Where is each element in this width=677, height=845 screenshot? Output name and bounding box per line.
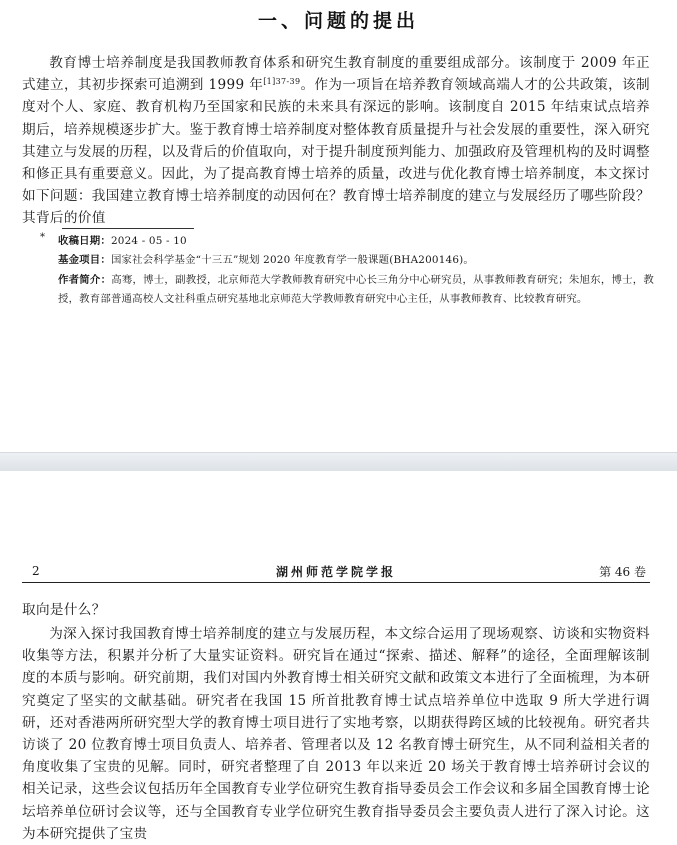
page-two <box>0 471 677 842</box>
intro-paragraph <box>22 52 650 230</box>
fund-label: 基金项目： <box>58 254 111 266</box>
intro-text-a: 教育博士培养制度是我国教师教育体系和研究生教育制度的重要组成部分。该制度于 2009 年正式建立，其初步探索可追溯到 1999 年 <box>22 55 650 94</box>
citation-ref[interactable]: [1]37-39 <box>263 77 301 87</box>
footnote-marker: * <box>40 232 45 243</box>
footnote-divider <box>62 228 194 229</box>
intro-text-b: 。作为一项旨在培养教育领域高端人才的公共政策，该制度对个人、家庭、教育机构乃至国家和民族的未来具有深远的影响。该制度自 2015 年结束试点培养期后，培养规模逐步扩大。鉴于教育博士培养制度对整体教育质量提升与社会发展的重要性，深入研究其建立与发展的历程，以及背后的价值取向，对于提升制度预判能力、加强政府及管理机构的及时调整和修正具有重要意义。因此，为了提高教育博士培养的质量，改进与优化教育博士培养制度，本文探讨如下问题：我国建立教育博士培养制度的动因何在？教育博士培养制度的建立与发展经历了哪些阶段？其背后的价值 <box>22 77 650 227</box>
methods-paragraph: 为深入探讨我国教育博士培养制度的建立与发展历程，本文综合运用了现场观察、访谈和实物资料收集等方法，积累并分析了大量实证资料。研究旨在通过“探索、描述、解释”的途径，全面理解该制度的本质与影响。研究前期，我们对国内外教育博士相关研究文献和政策文本进行了全面梳理，为本研究奠定了坚实的文献基础。研究者在我国 15 所首批教育博士试点培养单位中选取 9 所大学进行调研，还对香港两所研究型大学的教育博士项目进行了实地考察，以期获得跨区域的比较视角。研究者共访谈了 20 位教育博士项目负责人、培养者、管理者以及 12 名教育博士研究生，从不同利益相关者的角度收集了宝贵的见解。同时，研究者整理了自 2013 年以来近 20 场关于教育博士培养研讨会议的相关记录，这些会议包括历年全国教育专业学位研究生教育指导委员会工作会议和多届全国教育博士论坛培养单位研讨会议等，还与全国教育专业学位研究生教育指导委员会主要负责人进行了深入讨论。这为本研究提供了宝贵 <box>22 626 650 842</box>
received-value: 2024 - 05 - 10 <box>110 235 187 247</box>
received-label: 收稿日期： <box>58 235 111 247</box>
received-date <box>58 232 654 251</box>
author-note <box>58 271 654 308</box>
fund-note <box>58 251 654 270</box>
continued-line: 取向是什么？ <box>22 602 106 618</box>
author-value: 高骞，博士，副教授，北京师范大学教师教育研究中心长三角分中心研究员，从事教师教育研究；朱旭东，博士，教授，教育部普通高校人文社科重点研究基地北京师范大学教师教育研究中心主任，从事教师教育、比较教育研究。 <box>58 274 654 305</box>
author-label: 作者简介： <box>58 274 112 286</box>
section-title: 一、问题的提出 <box>257 10 419 32</box>
page-separator <box>0 452 677 472</box>
page-number: 2 <box>32 564 40 578</box>
volume-label: 第 46 卷 <box>599 565 646 579</box>
running-header <box>22 560 650 583</box>
fund-value: 国家社会科学基金“十三五”规划 2020 年度教育学一般课题(BHA200146)。 <box>110 254 474 266</box>
journal-name: 湖州师范学院学报 <box>275 565 396 579</box>
